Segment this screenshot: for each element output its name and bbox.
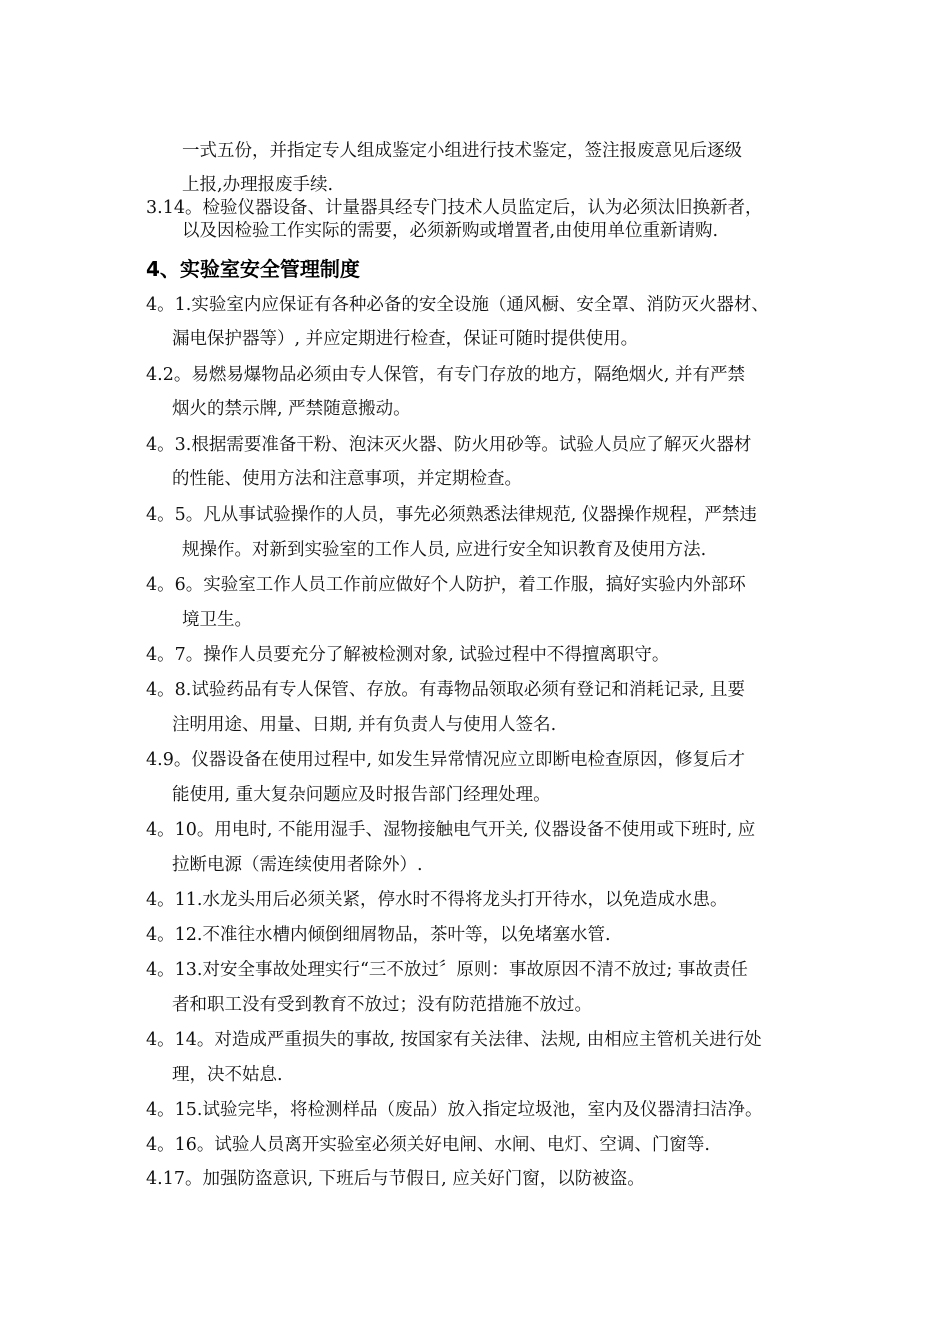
item-4-2-line: 4.2。易燃易爆物品必须由专人保管，有专门存放的地方，隔绝烟火, 并有严禁 [146,365,745,385]
item-4-14-line: 4。14。对造成严重损失的事故, 按国家有关法律、法规, 由相应主管机关进行处 [146,1030,762,1050]
item-4-17-line: 4.17。加强防盗意识, 下班后与节假日, 应关好门窗，以防被盗。 [146,1169,645,1189]
item-4-13-line: 者和职工没有受到教育不放过；没有防范措施不放过。 [172,995,592,1015]
section-heading: 4、实验室安全管理制度 [146,257,360,281]
item-3-14-line: 以及因检验工作实际的需要，必须新购或增置者,由使用单位重新请购. [182,221,719,241]
item-4-3-line: 的性能、使用方法和注意事项，并定期检查。 [172,469,522,489]
prev-item-continuation-line: 上报,办理报废手续. [182,175,334,195]
item-4-3-line: 4。3.根据需要准备干粉、泡沫灭火器、防火用砂等。试验人员应了解灭火器材 [146,435,752,455]
item-4-10-line: 4。10。用电时, 不能用湿手、湿物接触电气开关, 仪器设备不使用或下班时, 应 [146,820,756,840]
item-4-2-line: 烟火的禁示牌, 严禁随意搬动。 [172,399,411,419]
item-4-1-line: 4。1.实验室内应保证有各种必备的安全设施（通风橱、安全罩、消防灭火器材、 [146,295,769,315]
item-4-6-line: 4。6。实验室工作人员工作前应做好个人防护，着工作服，搞好实验内外部环 [146,575,746,595]
item-3-14-line: 3.14。检验仪器设备、计量器具经专门技术人员监定后，认为必须汰旧换新者， [146,198,763,218]
prev-item-continuation-line: 一式五份，并指定专人组成鉴定小组进行技术鉴定，签注报废意见后逐级 [182,141,742,161]
item-4-7-line: 4。7。操作人员要充分了解被检测对象, 试验过程中不得擅离职守。 [146,645,670,665]
item-4-10-line: 拉断电源（需连续使用者除外）. [172,855,423,875]
item-4-5-line: 4。5。凡从事试验操作的人员，事先必须熟悉法律规范, 仪器操作规程，严禁违 [146,505,757,525]
item-4-1-line: 漏电保护器等）, 并应定期进行检查，保证可随时提供使用。 [172,329,639,349]
item-4-5-line: 规操作。对新到实验室的工作人员, 应进行安全知识教育及使用方法. [182,540,707,560]
item-4-11-line: 4。11.水龙头用后必须关紧，停水时不得将龙头打开待水，以免造成水患。 [146,890,728,910]
item-4-14-line: 理，决不姑息. [172,1065,283,1085]
item-4-8-line: 4。8.试验药品有专人保管、存放。有毒物品领取必须有登记和消耗记录, 且要 [146,680,745,700]
item-4-13-line: 4。13.对安全事故处理实行“三不放过〞原则：事故原因不清不放过; 事故责任 [146,960,748,980]
item-4-9-line: 4.9。仪器设备在使用过程中, 如发生异常情况应立即断电检查原因，修复后才 [146,750,745,770]
item-4-6-line: 境卫生。 [182,610,252,630]
item-4-9-line: 能使用, 重大复杂问题应及时报告部门经理处理。 [172,785,551,805]
item-4-15-line: 4。15.试验完毕，将检测样品（废品）放入指定垃圾池，室内及仪器清扫洁净。 [146,1100,763,1120]
item-4-8-line: 注明用途、用量、日期, 并有负责人与使用人签名. [172,715,557,735]
item-4-16-line: 4。16。试验人员离开实验室必须关好电闸、水闸、电灯、空调、门窗等. [146,1135,710,1155]
item-4-12-line: 4。12.不准往水槽内倾倒细屑物品，茶叶等，以免堵塞水管. [146,925,611,945]
